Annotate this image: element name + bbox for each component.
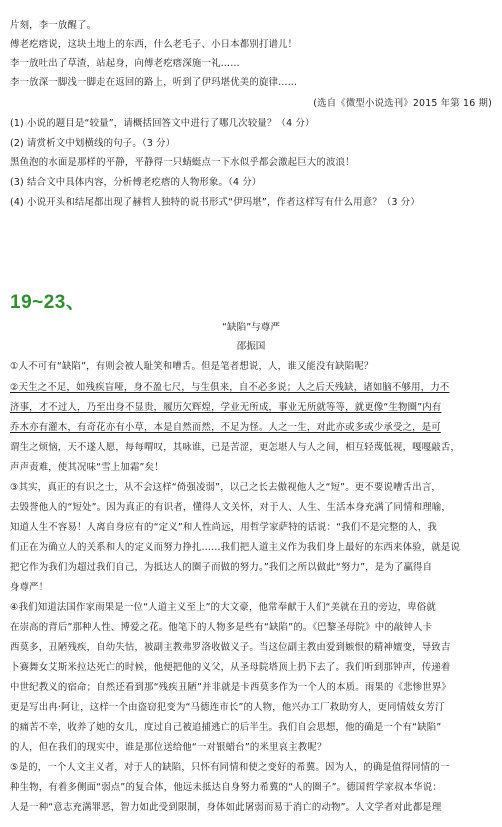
source-citation: (选自《微型小说选刊》2015 年第 16 期) xyxy=(313,98,492,109)
article-line: 卜赛舞女艾斯米拉达死亡的时候，他便把他的义父，从圣母院塔顶上扔下去了。我们听到那钟声，传递着 xyxy=(10,662,451,673)
article-line: 中世纪教义的宿命；自然还看到那“残疾丑陋”并非就是卡西莫多作为一个人的本质。雨果的《悲惨世界》 xyxy=(10,682,451,693)
article-line: 人是一种“意志充满罪恶，智力如此受到限制，身体如此屠弱而易于消亡的动物”。人文学者对此都是理 xyxy=(10,802,442,813)
article-line: 们正在为确立人的关系和人的定义而努力挣扎……我们把人道主义作为我们身上最好的东西来体验，就是说 xyxy=(10,542,461,553)
section-heading: 19~23、 xyxy=(10,292,86,313)
article-line: 更是写出冉·阿让，这样一个由盗窃犯变为“马德连市长”的人物，他兴办工厂救助穷人，更同情妓女芳汀 xyxy=(10,702,445,713)
article-line: 种生物，有着多侧面“弱点”的复合体，他远未抵达自身努力希冀的“人的圈子”。德国哲学家叔本华说： xyxy=(10,782,442,793)
article-line: 西莫多，丑陋残疾，自幼失怙，被副主教弗罗洛收做义子。当这位副主教由爱到嫉恨的精神嬗变，导致吉 xyxy=(10,642,451,653)
article-line: 把它作为我们为超过我们自己，为抵达人的圈子而做的努力。”我们之所以做此“努力”，是为了赢得自 xyxy=(10,562,433,573)
article-line: 谓生之烦恼，天不遂人愿，每每喟叹，其咏谁，已是苦涩，更怎堪人与人之间，相互轻蔑低视，嘎嘎敲舌， xyxy=(10,442,461,453)
story-line: 傅老疙瘩说，这块土地上的东西，什么老毛子、小日本都别打谱儿！ xyxy=(10,39,298,50)
article-line: ⑤是的，一个人文主义者，对于人的缺陷，只怀有同情和使之变好的希冀。因为人，的确是值得同情的一 xyxy=(10,762,450,773)
story-line: 李一放深一脚浅一脚走在返回的路上，听到了伊玛堪优美的旋律…… xyxy=(10,77,298,88)
question-1: (1) 小说的题目是“较量”，请概括回答文中进行了哪几次较量？（4 分） xyxy=(10,118,315,129)
article-line: 的痛苦不幸，收养了她的女儿，度过自己被追捕逃亡的后半生。我们自会思想，他的确是一个有“缺陷” xyxy=(10,722,442,733)
article-author: 邵振国 xyxy=(236,341,266,352)
article-line: 身尊严！ xyxy=(10,582,49,593)
story-line: 李一放吐出了草渣，站起身，向傅老疙瘩深施一礼…… xyxy=(10,58,240,69)
article-title: “缺陷”与尊严 xyxy=(222,322,280,333)
article-line-underlined: ②天生之不足，如残疾盲哑，身不盈七尺，与生俱来，自不必多说；人之后天残缺，诸如脑不够用，力不 xyxy=(10,382,450,393)
article-line: ③其实，真正的有识之士，从不会这样“倚强凌弱”，以己之长去傲视他人之“短”。更不要说嘈舌出言， xyxy=(10,482,441,493)
question-2-quote: 黑鱼泡的水面是那样的平静，平静得一只蜻蜓点一下水似乎都会激起巨大的波浪！ xyxy=(10,157,355,168)
question-4: (4) 小说开头和结尾都出现了赫哲人独特的说书形式“伊玛堪”，作者这样写有什么用意？（3 分） xyxy=(10,197,420,208)
question-2: (2) 请赏析文中划横线的句子。（3 分） xyxy=(10,138,176,149)
article-line: 知道人生不容易！人离自身应有的“定义”和人性尚远，用哲学家萨特的话说：“我们不是完整的人，我 xyxy=(10,522,437,533)
article-line-underlined: 乔木亦有灌木，有奇花亦有小草，本是自然而然，不足为怪。人之一生，对此亦或多或少承受之，是可 xyxy=(10,422,441,433)
article-line-underlined: 济事，才不过人，乃至出身不显贵，履历欠辉煌，学业无所成，事业无所就等等，就更像“生物圈”内有 xyxy=(10,402,442,413)
article-line: ④我们知道法国作家雨果是一位“人道主义至上”的大文豪，他常奉献于人们“美就在丑的旁边，卑俗就 xyxy=(10,602,436,613)
article-line: ①人不可有“缺陷”，有则会被人耻笑和嘈舌。但是笔者想说，人，谁又能没有缺陷呢？ xyxy=(10,361,374,372)
article-line: 的人，但在我们的现实中，谁是那位送给他“一对银蜡台”的米里哀主教呢？ xyxy=(10,742,327,753)
article-line: 在崇高的背后”那种人性、博爱之花。他笔下的人物多是些有“缺陷”的。《巴黎圣母院》中的敲钟人卡 xyxy=(10,622,433,633)
article-line: 声声责难，使其况味“雪上加霜”矣！ xyxy=(10,462,164,473)
article-line: 去毁誉他人的“短处”。因为真正的有识者，懂得人文关怀，对于人、人生、生活本身充满了同情和理喻， xyxy=(10,502,451,513)
story-line: 片刻，李一放醒了。 xyxy=(10,20,97,31)
question-3: (3) 结合文中具体内容，分析傅老疙瘩的人物形象。（4 分） xyxy=(10,177,262,188)
